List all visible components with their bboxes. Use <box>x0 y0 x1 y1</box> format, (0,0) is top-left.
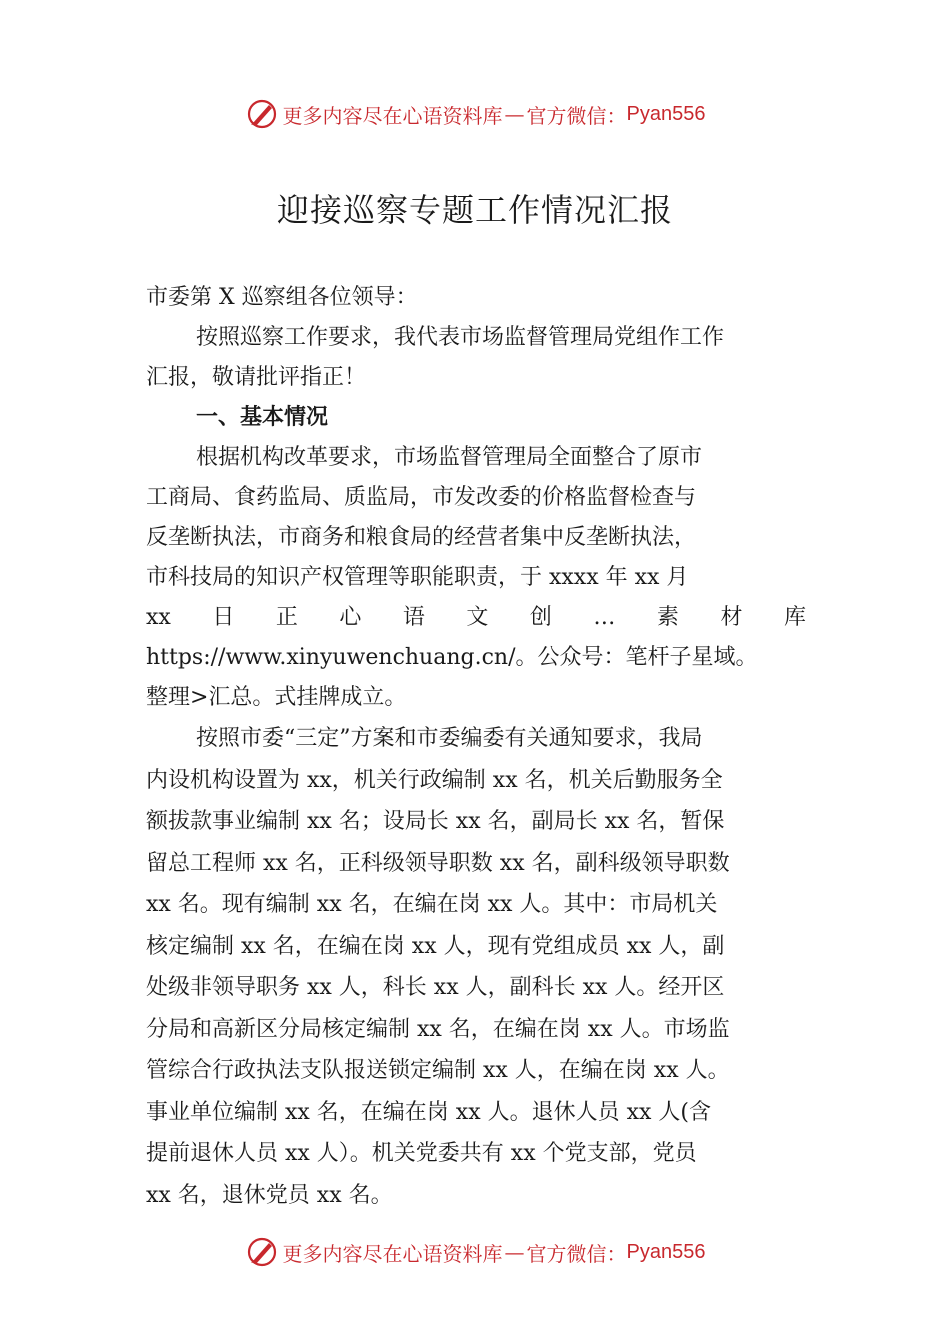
watermark-separator: — <box>504 1240 525 1264</box>
paragraph-line: 按照市委“三定”方案和市委编委有关通知要求，我局 <box>196 726 703 751</box>
spread-char: 创 <box>529 605 552 630</box>
watermark-label: 官方微信： <box>526 103 627 128</box>
paragraph-line: 提前退休人员 xx 人）。机关党委共有 xx 个党支部，党员 <box>146 1141 697 1166</box>
paragraph-line: 额拔款事业编制 xx 名；设局长 xx 名，副局长 xx 名，暂保 <box>146 809 725 834</box>
intro-line: 汇报，敬请批评指正！ <box>146 365 367 390</box>
watermark-label: 官方微信： <box>526 1241 627 1266</box>
pen-logo-icon <box>245 1235 279 1269</box>
paragraph-line: 反垄断执法，市商务和粮食局的经营者集中反垄断执法， <box>146 525 697 550</box>
url-line: https://www.xinyuwenchuang.cn/。公众号：笔杆子星域。 <box>146 645 758 670</box>
paragraph-line: 分局和高新区分局核定编制 xx 名，在编在岗 xx 人。市场监 <box>146 1016 730 1042</box>
watermark-text: 更多内容尽在心语资料库 <box>282 103 503 128</box>
header-watermark <box>0 92 950 136</box>
footer-watermark <box>0 1230 950 1274</box>
watermark-separator: — <box>504 102 525 126</box>
spread-char: 日 <box>212 605 235 630</box>
watermark-id: Pyan556 <box>626 102 706 125</box>
spread-char: 库 <box>783 605 806 630</box>
spread-char: 心 <box>339 605 362 630</box>
watermark-id: Pyan556 <box>626 1240 706 1263</box>
spread-char: xx <box>146 605 171 630</box>
document-body <box>146 278 806 1216</box>
spread-line <box>146 598 806 638</box>
spread-char: 正 <box>275 605 298 630</box>
watermark-text: 更多内容尽在心语资料库 <box>282 1241 503 1266</box>
paragraph-line: 管综合行政执法支队报送锁定编制 xx 人，在编在岗 xx 人。 <box>146 1058 730 1083</box>
paragraph-line: xx 名。现有编制 xx 名，在编在岗 xx 人。其中：市局机关 <box>146 892 718 917</box>
paragraph-line: 留总工程师 xx 名，正科级领导职数 xx 名，副科级领导职数 <box>146 850 730 876</box>
paragraph-line: 工商局、食药监局、质监局，市发改委的价格监督检查与 <box>146 485 697 510</box>
document-title: 迎接巡察专题工作情况汇报 <box>276 191 673 229</box>
spread-char: … <box>593 605 616 630</box>
paragraph-line: 处级非领导职务 xx 人，科长 xx 人，副科长 xx 人。经开区 <box>146 975 725 1000</box>
intro-line: 按照巡察工作要求，我代表市场监督管理局党组作工作 <box>196 325 725 350</box>
section-heading: 一、基本情况 <box>196 405 329 430</box>
spread-char: 素 <box>656 605 679 630</box>
spread-char: 语 <box>402 605 425 630</box>
paragraph-line: 市科技局的知识产权管理等职能职责，于 xxxx 年 xx 月 <box>146 565 689 590</box>
paragraph-line: 根据机构改革要求，市场监督管理局全面整合了原市 <box>196 445 703 470</box>
paragraph-line: xx 名，退休党员 xx 名。 <box>146 1182 393 1208</box>
spread-char: 文 <box>466 605 489 630</box>
paragraph-line: 事业单位编制 xx 名，在编在岗 xx 人。退休人员 xx 人(含 <box>146 1099 711 1125</box>
paragraph-line: 内设机构设置为 xx，机关行政编制 xx 名，机关后勤服务全 <box>146 767 723 793</box>
spread-char: 材 <box>720 605 743 630</box>
paragraph-line: 整理>汇总。式挂牌成立。 <box>146 685 407 710</box>
pen-logo-icon <box>245 97 279 131</box>
paragraph-line: 核定编制 xx 名，在编在岗 xx 人，现有党组成员 xx 人，副 <box>146 933 725 959</box>
salutation: 市委第 X 巡察组各位领导： <box>146 285 418 310</box>
paragraph-2 <box>146 718 806 1216</box>
